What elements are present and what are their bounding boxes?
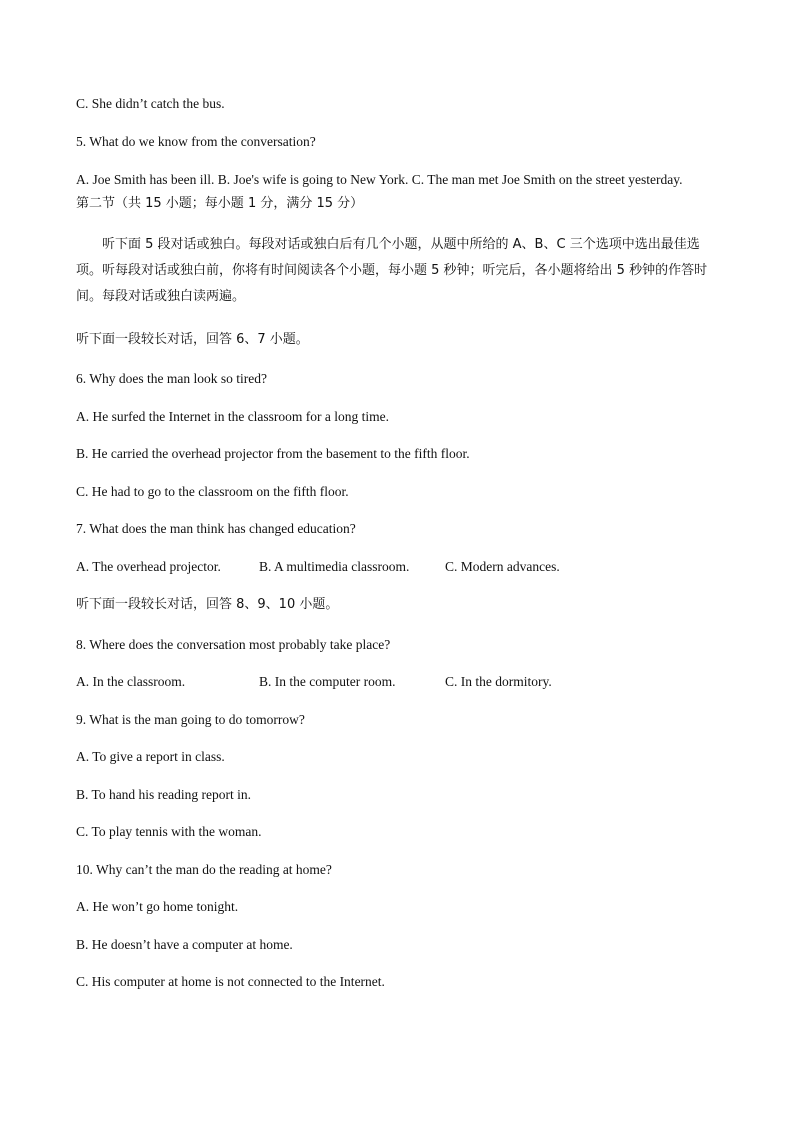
q4-option-c: C. She didn’t catch the bus. (76, 96, 225, 111)
question-9-option-b: B. To hand his reading report in. (76, 787, 252, 802)
question-6-option-b: B. He carried the overhead projector from the basement to the fifth floor. (76, 446, 470, 461)
question-7: 7. What does the man think has changed education? (76, 521, 356, 536)
question-8-option-c: C. In the dormitory. (445, 674, 552, 689)
section-2-instructions: 听下面 5 段对话或独白。每段对话或独白后有几个小题，从题中所给的 A、B、C 三个选项中选出最佳选项。听每段对话或独白前，你将有时间阅读各个小题，每小题 5 秒钟；听完后，各小题将给出 5 秒钟的作答时间。每段对话或独白读两遍。 (76, 237, 708, 304)
question-6-option-a: A. He surfed the Internet in the classroom for a long time. (76, 409, 390, 424)
question-9-option-a: A. To give a report in class. (76, 749, 225, 764)
dialog-1-intro: 听下面一段较长对话，回答 6、7 小题。 (76, 332, 309, 347)
question-6-option-c: C. He had to go to the classroom on the fifth floor. (76, 484, 349, 499)
question-8: 8. Where does the conversation most probably take place? (76, 637, 391, 652)
question-10-option-c: C. His computer at home is not connected to the Internet. (76, 974, 385, 989)
question-5-options: A. Joe Smith has been ill. B. Joe's wife is going to New York. C. The man met Joe Smith on the street yesterday. (76, 172, 683, 187)
question-6: 6. Why does the man look so tired? (76, 371, 267, 386)
question-7-option-c: C. Modern advances. (445, 559, 560, 574)
question-10-option-a: A. He won’t go home tonight. (76, 899, 239, 914)
question-10: 10. Why can’t the man do the reading at home? (76, 862, 332, 877)
question-8-option-b: B. In the computer room. (259, 674, 396, 689)
question-5: 5. What do we know from the conversation? (76, 134, 316, 149)
question-7-option-a: A. The overhead projector. (76, 559, 221, 574)
question-9: 9. What is the man going to do tomorrow? (76, 712, 305, 727)
question-9-option-c: C. To play tennis with the woman. (76, 824, 262, 839)
question-8-option-a: A. In the classroom. (76, 674, 186, 689)
question-7-option-b: B. A multimedia classroom. (259, 559, 410, 574)
section-2-title: 第二节（共 15 小题；每小题 1 分，满分 15 分） (76, 196, 364, 211)
question-10-option-b: B. He doesn’t have a computer at home. (76, 937, 293, 952)
dialog-2-intro: 听下面一段较长对话，回答 8、9、10 小题。 (76, 597, 339, 612)
